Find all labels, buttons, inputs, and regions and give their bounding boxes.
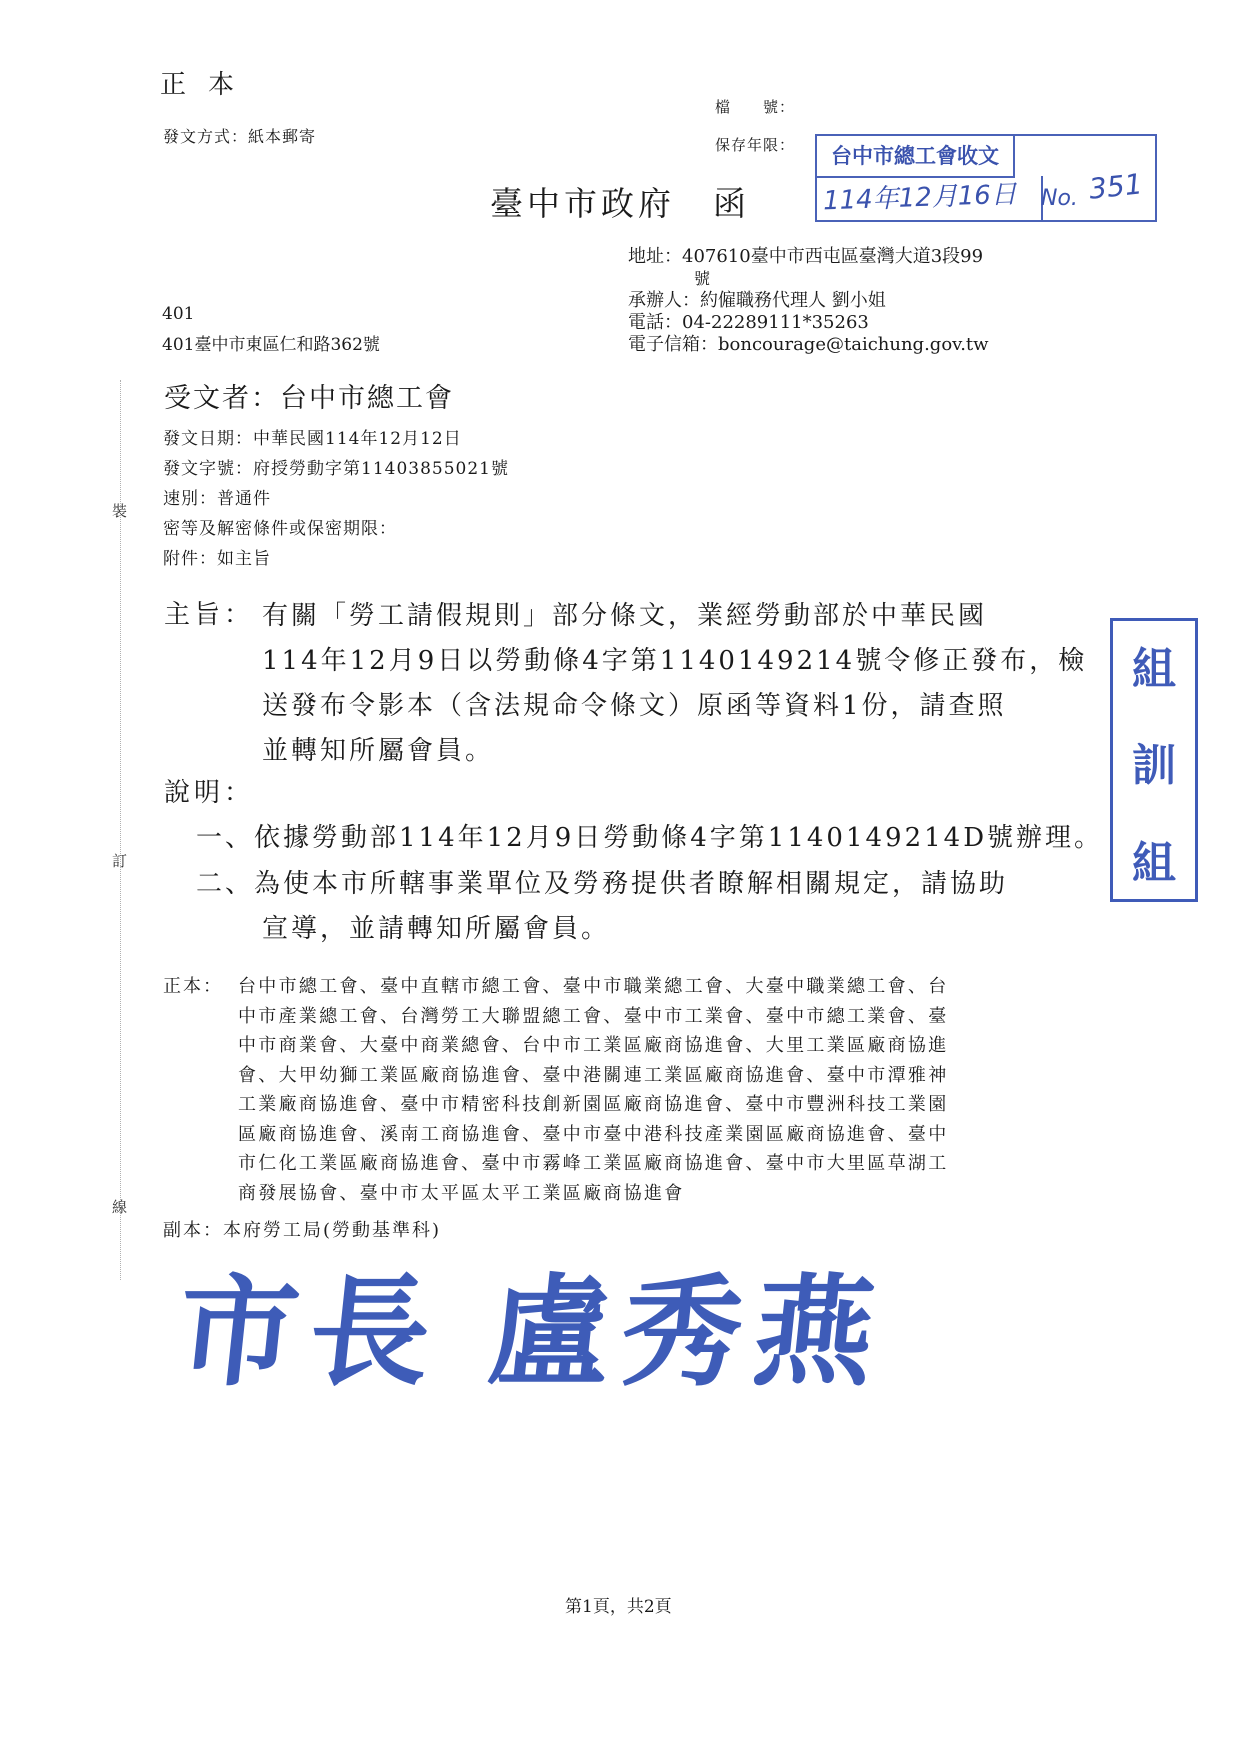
page-number: 第1頁，共2頁	[565, 1597, 672, 1617]
receipt-stamp	[815, 134, 1157, 222]
contact-address-cont: 號	[694, 269, 711, 288]
secrecy-level: 密等及解密條件或保密期限：	[163, 519, 397, 539]
subject-line: 並轉知所屬會員。	[262, 736, 495, 766]
distribution-list	[238, 972, 949, 1208]
explanation-item-1: 一、依據勞動部114年12月9日勞動條4字第1140149214D號辦理。	[196, 823, 1104, 853]
recipient-zip: 401	[162, 304, 195, 324]
contact-block	[628, 246, 1098, 356]
mayor-signature	[170, 1258, 894, 1408]
distribution-label: 正本：	[163, 976, 223, 997]
binding-mark: 線	[112, 1198, 128, 1216]
subject-line: 114年12月9日以勞動條4字第1140149214號令修正發布，檢	[262, 646, 1088, 676]
receipt-stamp-number: 351	[1087, 167, 1145, 206]
subject-text	[262, 594, 1092, 774]
title-kind: 函	[713, 184, 750, 223]
dept-stamp-char: 訓	[1132, 740, 1176, 791]
binding-mark: 裝	[112, 502, 128, 520]
distribution-line: 商發展協會、臺中市太平區太平工業區廠商協進會	[238, 1182, 685, 1204]
receipt-stamp-date: 114年12月16日	[822, 179, 1018, 217]
dept-stamp-char: 組	[1132, 838, 1176, 889]
carbon-copy: 副本：本府勞工局(勞動基準科)	[163, 1220, 442, 1241]
copy-type: 正本	[160, 70, 257, 100]
title-org: 臺中市政府	[490, 184, 675, 223]
contact-handler: 承辦人：約僱職務代理人 劉小姐	[628, 290, 886, 311]
subject-line: 有關「勞工請假規則」部分條文，業經勞動部於中華民國	[262, 601, 988, 631]
subject-label: 主旨：	[164, 600, 255, 630]
receiver: 受文者：台中市總工會	[164, 383, 454, 414]
contact-phone: 電話：04-22289111*35263	[628, 312, 869, 333]
distribution-line: 市仁化工業區廠商協進會、臺中市霧峰工業區廠商協進會、臺中市大里區草湖工	[238, 1153, 949, 1174]
document-title	[490, 178, 750, 225]
receipt-stamp-name: 台中市總工會收文	[817, 136, 1015, 178]
send-method: 發文方式：紙本郵寄	[163, 127, 317, 146]
distribution-line: 會、大甲幼獅工業區廠商協進會、臺中港關連工業區廠商協進會、臺中市潭雅神	[238, 1064, 949, 1086]
distribution-line: 台中市總工會、臺中直轄市總工會、臺中市職業總工會、大臺中職業總工會、台	[238, 976, 949, 997]
signature-name: 盧秀燕	[482, 1262, 894, 1403]
dept-stamp-char: 組	[1132, 644, 1176, 695]
attachment: 附件：如主旨	[163, 549, 271, 569]
receipt-stamp-no-label: No.	[1041, 186, 1078, 211]
binding-mark: 訂	[112, 852, 128, 870]
distribution-line: 中市產業總工會、台灣勞工大聯盟總工會、臺中市工業會、臺中市總工業會、臺	[238, 1005, 949, 1027]
explanation-item-2: 二、為使本市所轄事業單位及勞務提供者瞭解相關規定，請協助	[196, 869, 1009, 899]
explanation-item-2-cont: 宣導，並請轉知所屬會員。	[262, 914, 611, 944]
department-stamp	[1110, 618, 1198, 902]
contact-email: 電子信箱：boncourage@taichung.gov.tw	[628, 334, 989, 355]
retention-label: 保存年限：	[715, 136, 796, 154]
distribution-line: 中市商業會、大臺中商業總會、台中市工業區廠商協進會、大里工業區廠商協進	[238, 1035, 949, 1056]
delivery-speed: 速別：普通件	[163, 489, 271, 509]
distribution-line: 區廠商協進會、溪南工商協進會、臺中市臺中港科技產業園區廠商協進會、臺中	[238, 1123, 949, 1145]
subject-line: 送發布令影本（含法規命令條文）原函等資料1份，請查照	[262, 691, 1007, 721]
distribution-line: 工業廠商協進會、臺中市精密科技創新園區廠商協進會、臺中市豐洲科技工業園	[238, 1094, 949, 1115]
explanation-label: 說明：	[164, 778, 255, 808]
signature-title: 市長	[170, 1262, 450, 1403]
recipient-address: 401臺中市東區仁和路362號	[162, 335, 380, 355]
issue-date: 發文日期：中華民國114年12月12日	[163, 429, 462, 449]
contact-address: 地址：407610臺中市西屯區臺灣大道3段99	[628, 246, 984, 267]
file-number-label: 檔 號：	[715, 98, 796, 116]
issue-number: 發文字號：府授勞動字第11403855021號	[163, 459, 509, 479]
